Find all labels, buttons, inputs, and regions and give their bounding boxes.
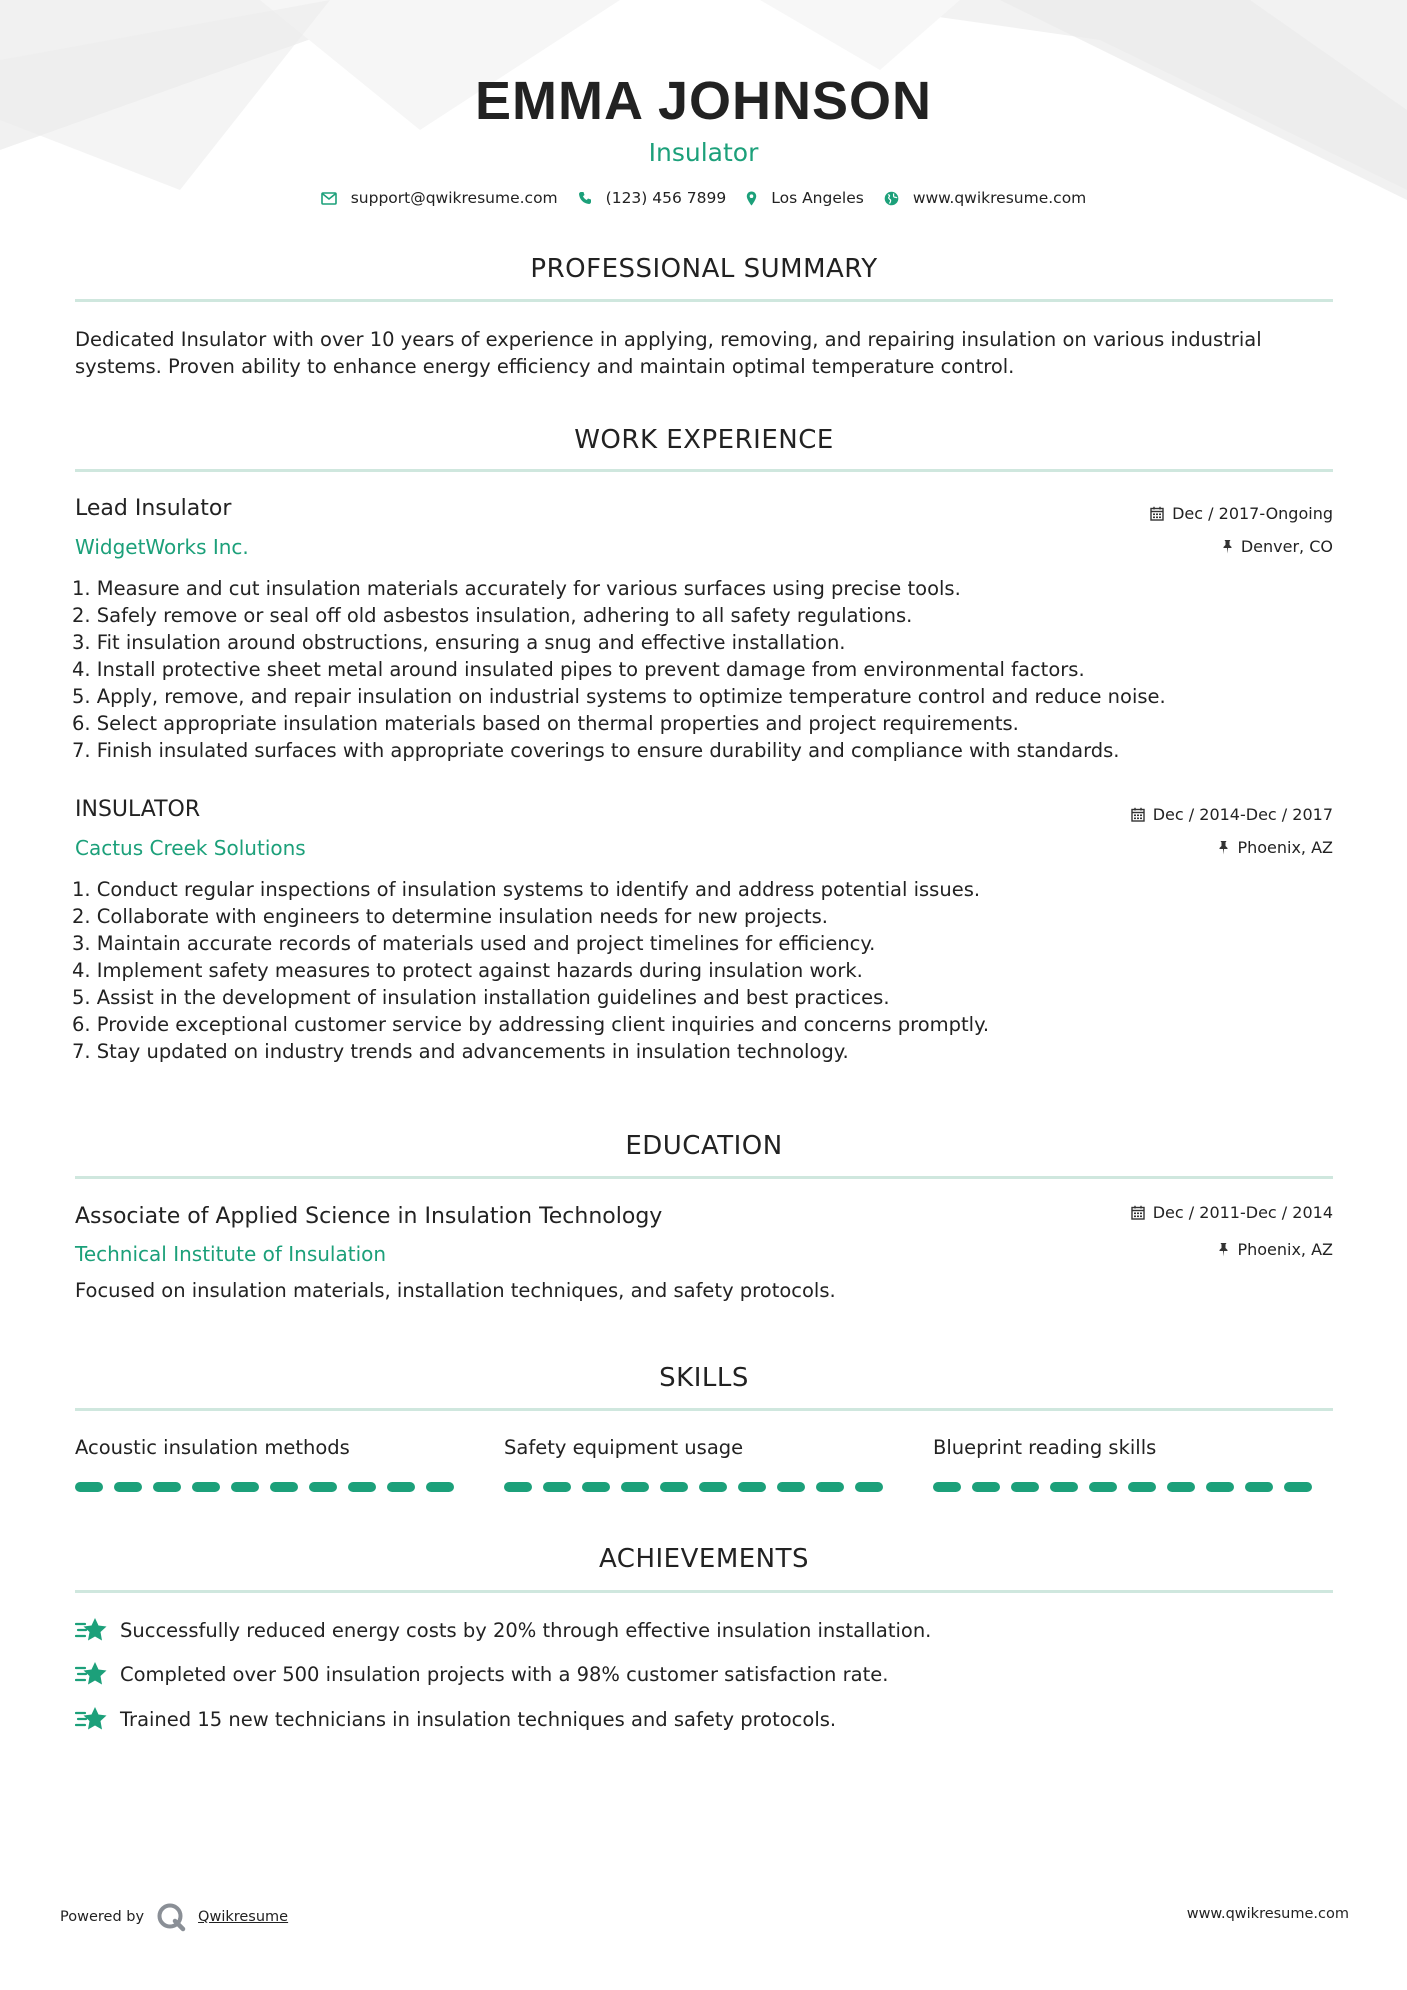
skill-level-segment xyxy=(231,1482,259,1492)
skill-level-segment xyxy=(75,1482,103,1492)
pushpin-icon xyxy=(1218,1242,1229,1257)
list-item: 5. Apply, remove, and repair insulation on industrial systems to optimize temperature control and reduce noise. xyxy=(72,685,1166,708)
star-badge-icon xyxy=(75,1617,108,1643)
location-text: Los Angeles xyxy=(771,189,864,207)
star-badge-icon xyxy=(75,1661,108,1687)
skill-level-segment xyxy=(153,1482,181,1492)
skill-level-segment xyxy=(504,1482,532,1492)
list-item: 2. Collaborate with engineers to determine insulation needs for new projects. xyxy=(72,905,828,928)
job-dates-text: Dec / 2014-Dec / 2017 xyxy=(1152,805,1333,824)
phone-text: (123) 456 7899 xyxy=(605,189,727,207)
contact-location xyxy=(746,189,864,207)
job-dates xyxy=(1150,504,1333,523)
job-location-text: Phoenix, AZ xyxy=(1237,838,1333,857)
education-dates-text: Dec / 2011-Dec / 2014 xyxy=(1152,1203,1333,1222)
achievement-text: Trained 15 new technicians in insulation techniques and safety protocols. xyxy=(120,1707,837,1731)
skill-level-segment xyxy=(816,1482,844,1492)
education-description: Focused on insulation materials, installation techniques, and safety protocols. xyxy=(75,1279,836,1302)
skill-level-segment xyxy=(582,1482,610,1492)
list-item: 4. Install protective sheet metal around insulated pipes to prevent damage from environmental factors. xyxy=(72,658,1085,681)
list-item: 6. Select appropriate insulation materials based on thermal properties and project requirements. xyxy=(72,712,1019,735)
skill-name: Blueprint reading skills xyxy=(933,1436,1157,1459)
pushpin-icon xyxy=(1222,539,1233,554)
job-dates xyxy=(1131,805,1333,824)
contact-row xyxy=(0,189,1407,207)
skill-level-segment xyxy=(309,1482,337,1492)
resume-header xyxy=(0,70,1407,167)
calendar-icon xyxy=(1150,506,1164,521)
list-item: 7. Finish insulated surfaces with appropriate coverings to ensure durability and compliance with standards. xyxy=(72,739,1120,762)
qwikresume-link[interactable]: Qwikresume xyxy=(198,1909,289,1925)
skill-level-segment xyxy=(777,1482,805,1492)
website-text: www.qwikresume.com xyxy=(912,189,1087,207)
skill-level-segment xyxy=(972,1482,1000,1492)
list-item: 1. Measure and cut insulation materials accurately for various surfaces using precise tools. xyxy=(72,577,961,600)
candidate-name: EMMA JOHNSON xyxy=(474,71,933,131)
list-item: 4. Implement safety measures to protect against hazards during insulation work. xyxy=(72,959,863,982)
powered-by-label: Powered by xyxy=(60,1909,145,1925)
calendar-icon xyxy=(1131,807,1145,822)
skill-name: Safety equipment usage xyxy=(504,1436,744,1459)
skill-name: Acoustic insulation methods xyxy=(75,1436,350,1459)
skills-heading: SKILLS xyxy=(659,1363,749,1393)
qwikresume-logo-icon xyxy=(156,1902,186,1932)
envelope-icon xyxy=(321,192,337,205)
skill-level-segment xyxy=(1011,1482,1039,1492)
job-responsibilities xyxy=(72,575,1332,764)
skill-level-segment xyxy=(348,1482,376,1492)
job-title: INSULATOR xyxy=(75,797,201,822)
skill-level-segment xyxy=(699,1482,727,1492)
list-item: 1. Conduct regular inspections of insulation systems to identify and address potential issues. xyxy=(72,878,981,901)
achievement-text: Completed over 500 insulation projects with a 98% customer satisfaction rate. xyxy=(120,1662,889,1686)
skill-level-segment xyxy=(543,1482,571,1492)
job-location-text: Denver, CO xyxy=(1240,537,1333,556)
school-name: Technical Institute of Insulation xyxy=(75,1242,387,1266)
skill-level-segment xyxy=(1167,1482,1195,1492)
skill-level-segment xyxy=(933,1482,961,1492)
list-item: 3. Maintain accurate records of materials used and project timelines for efficiency. xyxy=(72,932,876,955)
education-divider xyxy=(75,1176,1333,1179)
skill-level-bar xyxy=(75,1482,454,1492)
summary-text: Dedicated Insulator with over 10 years of experience in applying, removing, and repairing insulation on various industrial systems. Proven ability to enhance energy efficiency and maintain optimal temperature control. xyxy=(75,328,1262,378)
footer-website[interactable]: www.qwikresume.com xyxy=(1186,1906,1349,1922)
star-badge-icon xyxy=(75,1706,108,1732)
company-name: Cactus Creek Solutions xyxy=(75,836,306,860)
calendar-icon xyxy=(1131,1205,1145,1220)
skill-level-segment xyxy=(660,1482,688,1492)
skill-level-segment xyxy=(114,1482,142,1492)
candidate-role: Insulator xyxy=(648,138,759,167)
phone-icon xyxy=(578,191,592,205)
skill-level-segment xyxy=(1206,1482,1234,1492)
experience-divider xyxy=(75,469,1333,472)
skill-level-bar xyxy=(933,1482,1312,1492)
skill-level-segment xyxy=(1245,1482,1273,1492)
pushpin-icon xyxy=(1218,840,1229,855)
skill-level-segment xyxy=(1050,1482,1078,1492)
skill-level-segment xyxy=(1128,1482,1156,1492)
achievement-item xyxy=(75,1661,888,1687)
skill-level-segment xyxy=(1089,1482,1117,1492)
skill-level-segment xyxy=(387,1482,415,1492)
skill-level-segment xyxy=(192,1482,220,1492)
map-pin-icon xyxy=(746,191,757,206)
degree-title: Associate of Applied Science in Insulation Technology xyxy=(75,1204,663,1229)
achievement-item xyxy=(75,1617,931,1643)
summary-divider xyxy=(75,299,1333,302)
skill-level-segment xyxy=(1284,1482,1312,1492)
summary-heading: PROFESSIONAL SUMMARY xyxy=(530,254,878,284)
job-title: Lead Insulator xyxy=(75,496,232,521)
achievements-heading: ACHIEVEMENTS xyxy=(598,1544,810,1574)
achievement-text: Successfully reduced energy costs by 20% through effective insulation installation. xyxy=(120,1618,932,1642)
achievements-divider xyxy=(75,1590,1333,1593)
skills-divider xyxy=(75,1408,1333,1411)
education-heading: EDUCATION xyxy=(625,1131,783,1161)
contact-website[interactable] xyxy=(884,189,1086,207)
education-dates xyxy=(1131,1203,1333,1222)
job-location xyxy=(1218,838,1333,857)
list-item: 3. Fit insulation around obstructions, ensuring a snug and effective installation. xyxy=(72,631,846,654)
education-location xyxy=(1218,1240,1333,1259)
skill-level-bar xyxy=(504,1482,883,1492)
contact-phone[interactable] xyxy=(578,189,727,207)
skill-level-segment xyxy=(270,1482,298,1492)
contact-email[interactable] xyxy=(321,189,558,207)
list-item: 7. Stay updated on industry trends and advancements in insulation technology. xyxy=(72,1040,849,1063)
company-name: WidgetWorks Inc. xyxy=(75,535,249,559)
skill-level-segment xyxy=(426,1482,454,1492)
skill-level-segment xyxy=(738,1482,766,1492)
education-location-text: Phoenix, AZ xyxy=(1237,1240,1333,1259)
list-item: 6. Provide exceptional customer service by addressing client inquiries and concerns promptly. xyxy=(72,1013,990,1036)
skill-level-segment xyxy=(621,1482,649,1492)
job-responsibilities xyxy=(72,876,1332,1065)
experience-heading: WORK EXPERIENCE xyxy=(574,425,834,455)
achievement-item xyxy=(75,1706,836,1732)
job-dates-text: Dec / 2017-Ongoing xyxy=(1172,504,1333,523)
list-item: 5. Assist in the development of insulation installation guidelines and best practices. xyxy=(72,986,890,1009)
list-item: 2. Safely remove or seal off old asbestos insulation, adhering to all safety regulations. xyxy=(72,604,913,627)
job-location xyxy=(1222,537,1333,556)
email-text: support@qwikresume.com xyxy=(350,189,558,207)
footer-powered-by xyxy=(60,1902,288,1932)
skill-level-segment xyxy=(855,1482,883,1492)
globe-icon xyxy=(884,191,899,206)
